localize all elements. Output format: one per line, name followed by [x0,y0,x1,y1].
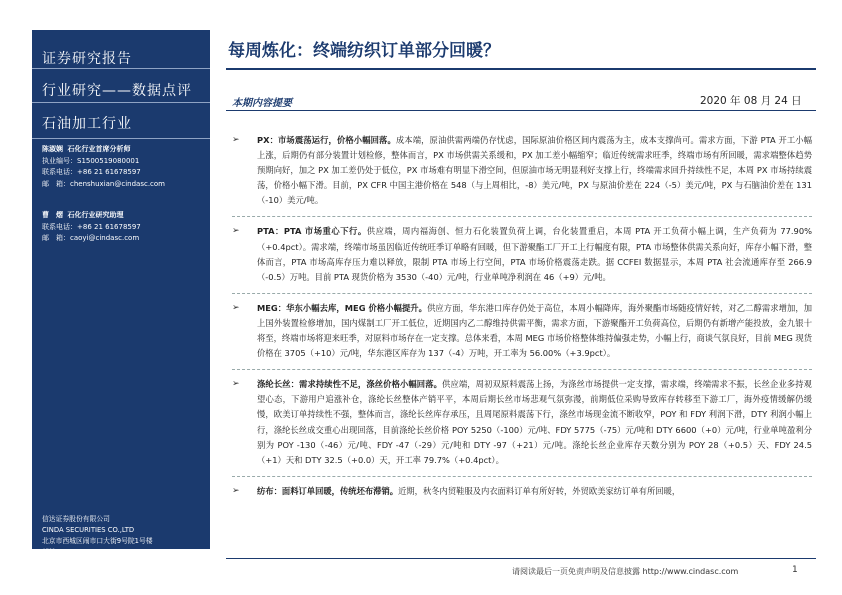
paragraph-divider [232,216,812,218]
company-info [42,514,207,558]
sidebar-divider [32,138,210,139]
paragraph-polyester [232,377,812,468]
analyst-email[interactable]: 邮 箱：caoyi@cindasc.com [42,234,140,242]
arrow-bullet-icon: ➢ [232,135,240,145]
page-number: 1 [792,565,798,575]
company-postcode: 邮编：100031 [42,548,89,556]
sidebar [32,30,210,556]
summary-content [232,133,812,507]
arrow-bullet-icon: ➢ [232,226,240,237]
paragraph-pta [232,224,812,284]
paragraph-divider [232,476,812,478]
paragraph-lead: PX：市场震荡运行，价格小幅回落。 [257,135,396,145]
paragraph-fabric [232,484,812,499]
paragraph-lead: MEG：华东小幅去库，MEG 价格小幅提升。 [257,302,428,313]
arrow-bullet-icon: ➢ [232,379,240,390]
paragraph-px [232,133,812,208]
paragraph-body: 成本端，原油供需两端仍存忧虑，国际原油价格区间内震荡为主，成本支撑尚可。需求方面，下游 PTA 开工小幅上涨，后期仍有部分装置计划检修，整体而言，PX 市场供需关系缓和，PX 加工差小幅缩窄；临近传统需求旺季，终端市场有所回暖，需求端整体趋势预期向好，加之 PX 加工差仍处于低位，PX 市场难有明显下滑空间，但原油市场无明显利好支撑上行，终端需求回升持续性不足，本周 PX 市场持续震荡，价格小幅下滑。目前，PX CFR 中国主港价格在 548（与上周相比，-8）美元/吨，PX 与原油价差在 224（-5）美元/吨，PX 与石脑油价差在 131（-10）美元/吨。 [257,135,812,206]
paragraph-body: 供应端，周内福海创、恒力石化装置负荷上调，台化装置重启，本周 PTA 开工负荷小幅上调，生产负荷为 77.90%（+0.4pct）。需求端，终端市场虽因临近传统旺季订单略有回暖，但下游聚酯工厂开工上行幅度有限，PTA 市场整体供需关系向好，库存小幅下滑，整体而言，PTA 市场高库存压力难以释放，限制 PTA 市场上行空间，PTA 市场价格震荡走跌。据 CCFEI 数据显示，本周 PTA 社会流通库存至 266.9（-0.5）万吨。目前 PTA 现货价格为 3530（-40）元/吨，行业单吨净利润在 46（+9）元/吨。 [257,226,812,282]
company-name-cn: 信达证券股份有限公司 [42,515,110,523]
sidebar-item-report-type: 证券研究报告 [42,51,132,67]
analyst-name: 陈淑娴 [42,145,63,153]
analyst-phone: 联系电话：+86 21 61678597 [42,168,141,176]
sidebar-divider [32,68,210,69]
paragraph-lead: 涤纶长丝：需求持续性不足，涤丝价格小幅回落。 [257,379,443,390]
footer-disclaimer[interactable]: 请阅读最后一页免责声明及信息披露 http://www.cindasc.com [512,567,739,576]
analyst-title: 石化行业研究助理 [67,211,124,219]
paragraph-body: 供应方面，华东港口库存仍处于高位，本周小幅降库，海外聚酯市场随疫情好转，对乙二醇需求增加，加上国外装置检修增加，国内煤制工厂开工低位，近期国内乙二醇维持供需平衡，需求方面，下游聚酯开工负荷高位，后期仍有新增产能投放，金九银十将至，终端市场将迎来旺季，对原料市场存在一定支撑。总体来看，本周 MEG 市场价格整体维持偏强走势，小幅上行，商谈气氛良好，目前 MEG 现货价格在 3705（+10）元/吨，华东港区库存为 137（-4）万吨，开工率为 56.00%（+3.9pct）。 [257,302,813,359]
section-rule [226,110,816,111]
analyst-phone: 联系电话：+86 21 61678597 [42,222,141,231]
paragraph-divider [232,369,812,371]
analyst-title: 石化行业首席分析师 [67,145,131,153]
paragraph-meg [232,301,812,361]
section-title: 本期内容提要 [232,98,292,109]
sidebar-divider [32,102,210,103]
company-address: 北京市西城区闹市口大街9号院1号楼 [42,537,153,545]
page-title: 每周炼化：终端纺织订单部分回暖？ [228,41,500,61]
paragraph-body: 供应端，周初双原料震荡上扬，为涤丝市场提供一定支撑，需求端，终端需求不振，长丝企业多持观望心态，下游用户追涨补仓，涤纶长丝整体产销平平，本周后期长丝市场悲观气氛弥漫，前期低位采购导致库存转移至下游工厂，海外疫情缓解仍缓慢，欧美订单持续性不强，整体而言，涤纶长丝库存承压，且周尾原料震荡下行，涤丝市场现金流不断收窄，POY 和 FDY 利润下滑，DTY 利润小幅上行，涤纶长丝成交重心出现回落，目前涤纶长丝价格 POY 5250（-100）元/吨、FDY 5775（-75）元/吨和 DTY 6600（+0）元/吨，行业单吨盈利分别为 POY -130（-46）元/吨、FDY -47（-29）元/吨和 DTY -97（+21）元/吨。涤纶长丝企业库存天数分别为 POY 28（+0.5）天、FDY 24.5（+1）天和 DTY 32.5（+0.0）天，开工率 79.7%（+0.4pct）。 [257,379,812,465]
paragraph-body: 近期，秋冬内贸鞋服及内衣面料订单有所好转，外贸欧美家纺订单有所回暖， [398,485,681,496]
paragraph-lead: 纺布：面料订单回暖，传统坯布滞销。 [257,485,399,496]
analyst-name: 曹 熠 [42,211,63,219]
analyst-email[interactable]: 邮 箱：chenshuxian@cindasc.com [42,179,165,188]
sidebar-item-category: 行业研究——数据点评 [42,83,192,99]
title-rule [226,68,816,70]
report-date: 2020 年 08 月 24 日 [700,95,802,107]
analyst-block-1 [42,144,207,190]
paragraph-lead: PTA：PTA 市场重心下行。 [257,226,367,237]
sidebar-item-industry: 石油加工行业 [42,116,132,132]
arrow-bullet-icon: ➢ [232,302,240,313]
paragraph-divider [232,293,812,295]
arrow-bullet-icon: ➢ [232,485,240,496]
footer-rule [226,558,816,559]
analyst-block-2 [42,210,207,245]
company-name-en: CINDA SECURITIES CO.,LTD [42,526,135,534]
analyst-license: 执业编号：S1500519080001 [42,156,140,165]
